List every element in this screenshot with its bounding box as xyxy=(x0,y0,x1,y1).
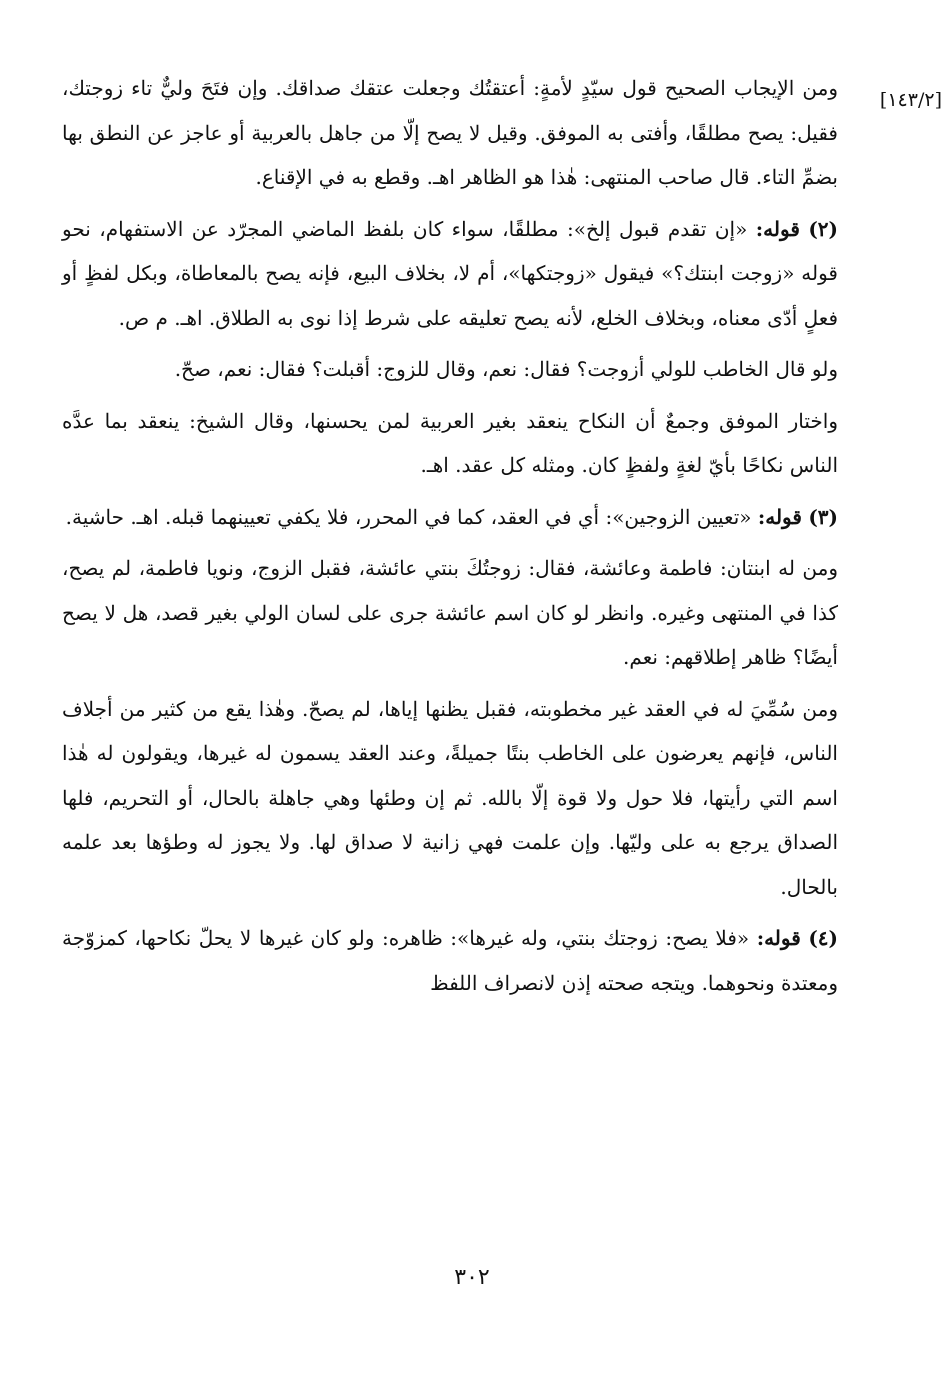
footnote-3 xyxy=(62,495,838,547)
paragraph-text: ولو قال الخاطب للولي أزوجت؟ فقال: نعم، وقال للزوج: أقبلت؟ فقال: نعم، صحّ. xyxy=(174,357,838,381)
note-number: (٢) xyxy=(808,216,838,241)
note-number: (٣) xyxy=(808,504,838,529)
footnote-2 xyxy=(62,207,838,348)
paragraph-6 xyxy=(62,546,838,687)
paragraph-text: ومن الإيجاب الصحيح قول سيّدٍ لأمةٍ: أعتقتُك وجعلت عتقك صداقك. وإن فتَحَ وليٌّ تاء زوجتك، فقيل: يصح مطلقًا، وأفتى به الموفق. وقيل لا يصح إلّا من جاهل بالعربية أو عاجز عن النطق بها بضمِّ التاء. قال صاحب المنتهى: هٰذا هو الظاهر اهـ. وقطع به في الإقناع. xyxy=(62,76,838,189)
paragraph-7 xyxy=(62,687,838,917)
paragraph-text: ومن سُمِّيَ له في العقد غير مخطوبته، فقبل يظنها إياها، لم يصحّ. وهٰذا يقع من كثير من أجلاف الناس، فإنهم يعرضون على الخاطب بنتًا جميلةً، وعند العقد يسمون له غيرها، ويقولون له هٰذا اسم التي رأيتها، فلا حول ولا قوة إلّا بالله. ثم إن وطئها وهي جاهلة بالحال، أو التحريم، فلها الصداق يرجع به على وليّها. وإن علمت فهي زانية لا صداق لها. ولا يجوز له وطؤها بعد علمه بالحال. xyxy=(62,696,838,899)
page-reference: [١٤٣/٢] xyxy=(879,89,942,111)
paragraph-text: «تعيين الزوجين»: أي في العقد، كما في المحرر، فلا يكفي تعيينهما قبله. اهـ. حاشية. xyxy=(65,504,752,529)
page-number: ٣٠٢ xyxy=(454,1265,490,1290)
paragraph-text: «فلا يصح: زوجتك بنتي، وله غيرها»: ظاهره: ولو كان غيرها لا يحلّ نكاحها، كمزوّجة ومعتدة ونحوهما. ويتجه صحته إذن لانصراف اللفظ xyxy=(62,926,838,995)
main-text xyxy=(62,66,838,1005)
note-label: قوله: xyxy=(757,504,802,529)
paragraph-4 xyxy=(62,399,838,495)
paragraph-text: واختار الموفق وجمعٌ أن النكاح ينعقد بغير العربية لمن يحسنها، وقال الشيخ: ينعقد بما عدَّه الناس نكاحًا بأيّ لغةٍ ولفظٍ كان. ومثله كل عقد. اهـ. xyxy=(62,408,838,477)
paragraph-text: «إن تقدم قبول إلخ»: مطلقًا، سواء كان بلفظ الماضي المجرّد عن الاستفهام، نحو قوله «زوجت ابنتك؟» فيقول «زوجتكها»، أم لا، بخلاف البيع، فإنه يصح بالمعاطاة، وبكل لفظٍ أو فعلٍ أدّى معناه، وبخلاف الخلع، لأنه يصح تعليقه على شرط إذا نوى به الطلاق. اهـ. م ص. xyxy=(62,216,838,330)
paragraph-3 xyxy=(62,347,838,399)
paragraph-text: ومن له ابنتان: فاطمة وعائشة، فقال: زوجتُكَ بنتي عائشة، فقبل الزوج، ونويا فاطمة، لم يصح، كذا في المنتهى وغيره. وانظر لو كان اسم عائشة جرى على لسان الولي بغير قصد، هل لا يصح أيضًا؟ ظاهر إطلاقهم: نعم. xyxy=(62,556,838,669)
note-label: قوله: xyxy=(756,926,801,950)
note-number: (٤) xyxy=(808,926,839,950)
footnote-4 xyxy=(62,916,838,1005)
paragraph-1 xyxy=(62,66,838,207)
note-label: قوله: xyxy=(755,216,800,241)
